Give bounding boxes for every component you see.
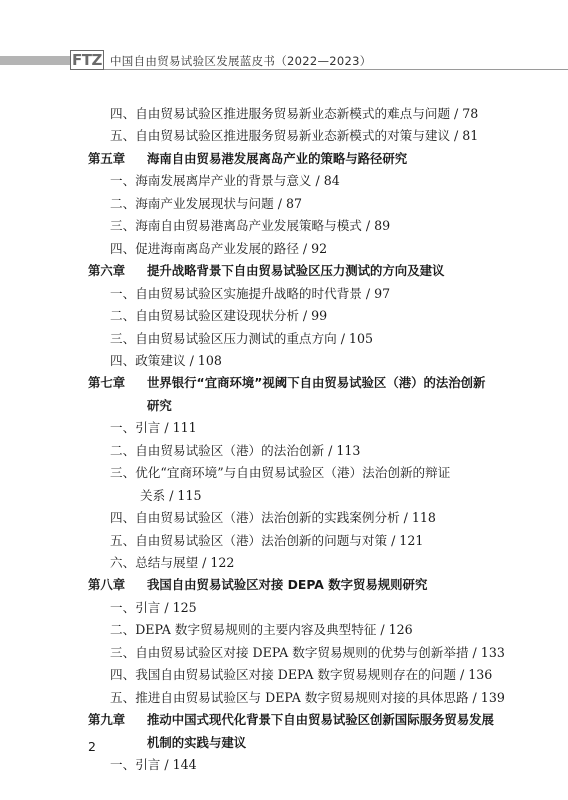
- toc-chapter-heading[interactable]: [88, 375, 485, 391]
- toc-entry[interactable]: 四、自由贸易试验区推进服务贸易新业态新模式的难点与问题 / 78: [110, 106, 479, 121]
- toc-entry[interactable]: 三、自由贸易试验区对接 DEPA 数字贸易规则的优势与创新举措 / 133: [110, 644, 505, 660]
- toc-entry[interactable]: 二、DEPA 数字贸易规则的主要内容及典型特征 / 126: [110, 622, 413, 638]
- toc-entry[interactable]: 三、优化“宜商环境”与自由贸易试验区（港）法治创新的辩证: [110, 465, 451, 481]
- toc-chapter-heading[interactable]: [88, 151, 407, 167]
- toc-entry[interactable]: 五、自由贸易试验区（港）法治创新的问题与对策 / 121: [110, 532, 424, 548]
- toc-chapter-heading[interactable]: [88, 577, 427, 593]
- toc-entry[interactable]: 四、我国自由贸易试验区对接 DEPA 数字贸易规则存在的问题 / 136: [110, 667, 493, 683]
- toc-entry[interactable]: 二、自由贸易试验区建设现状分析 / 99: [110, 308, 328, 324]
- chapter-title: 推动中国式现代化背景下自由贸易试验区创新国际服务贸易发展: [147, 712, 494, 728]
- chapter-number: 第八章: [88, 577, 126, 593]
- toc-entry[interactable]: 一、引言 / 125: [110, 599, 197, 615]
- toc-chapter-heading-continued[interactable]: 研究: [147, 397, 172, 413]
- toc-chapter-heading[interactable]: [88, 263, 444, 279]
- toc-entry[interactable]: 二、海南产业发展现状与问题 / 87: [110, 195, 302, 211]
- book-title: 中国自由贸易试验区发展蓝皮书（2022—2023）: [110, 54, 372, 68]
- chapter-number: 第七章: [88, 375, 126, 391]
- toc-chapter-heading[interactable]: [88, 712, 494, 728]
- toc-entry[interactable]: 四、促进海南离岛产业发展的路径 / 92: [110, 240, 328, 256]
- toc-entry[interactable]: 六、总结与展望 / 122: [110, 555, 235, 570]
- chapter-title: 海南自由贸易港发展离岛产业的策略与路径研究: [147, 150, 408, 166]
- toc-entry[interactable]: 一、引言 / 144: [110, 757, 197, 773]
- toc-entry[interactable]: 五、自由贸易试验区推进服务贸易新业态新模式的对策与建议 / 81: [110, 128, 479, 144]
- chapter-title: 提升战略背景下自由贸易试验区压力测试的方向及建议: [147, 263, 445, 279]
- ftz-logo: FTZ: [72, 51, 102, 69]
- chapter-title: 世界银行“宜商环境”视阈下自由贸易试验区（港）的法治创新: [147, 375, 486, 391]
- toc-entry[interactable]: 三、自由贸易试验区压力测试的重点方向 / 105: [110, 330, 373, 346]
- chapter-number: 第五章: [88, 150, 126, 166]
- toc-entry[interactable]: 一、海南发展离岸产业的背景与意义 / 84: [110, 173, 340, 189]
- toc-entry[interactable]: 四、政策建议 / 108: [110, 352, 222, 368]
- toc-entry[interactable]: 三、海南自由贸易港离岛产业发展策略与模式 / 89: [110, 218, 391, 234]
- chapter-title: 我国自由贸易试验区对接 DEPA 数字贸易规则研究: [147, 577, 428, 593]
- chapter-number: 第九章: [88, 712, 126, 728]
- toc-entry[interactable]: 五、推进自由贸易试验区与 DEPA 数字贸易规则对接的具体思路 / 139: [110, 689, 505, 705]
- toc-entry-continued[interactable]: 关系 / 115: [140, 487, 202, 503]
- toc-entry[interactable]: 四、自由贸易试验区（港）法治创新的实践案例分析 / 118: [110, 510, 436, 526]
- page-number: 2: [88, 739, 96, 754]
- toc-entry[interactable]: 一、自由贸易试验区实施提升战略的时代背景 / 97: [110, 285, 391, 301]
- chapter-number: 第六章: [88, 263, 126, 279]
- toc-entry[interactable]: 二、自由贸易试验区（港）的法治创新 / 113: [110, 442, 361, 458]
- toc-entry[interactable]: 一、引言 / 111: [110, 420, 197, 436]
- toc-chapter-heading-continued[interactable]: 机制的实践与建议: [147, 734, 247, 750]
